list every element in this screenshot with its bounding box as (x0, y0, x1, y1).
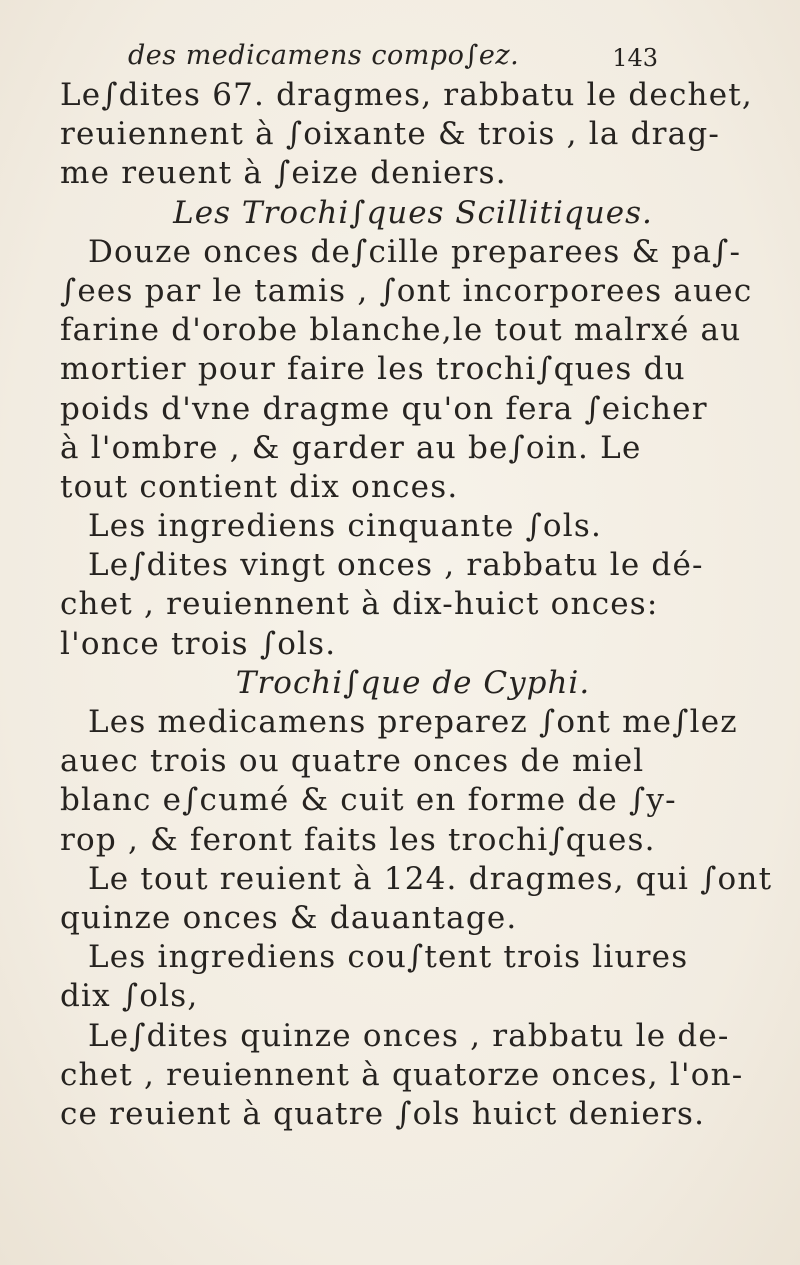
text-line-2: reuiennent à ∫oixante & trois , la drag- (60, 116, 721, 153)
text-line-11: tout contient dix onces. (60, 468, 459, 505)
text-line-15: l'once trois ∫ols. (60, 625, 337, 662)
text-line-19: blanc e∫cumé & cuit en forme de ∫y- (60, 782, 677, 819)
text-line-23: Les ingrediens cou∫tent trois liures (88, 939, 689, 976)
text-line-24: dix ∫ols, (60, 978, 199, 1015)
text-line-26: chet , reuiennent à quatorze onces, l'on- (60, 1056, 744, 1093)
text-line-13: Le∫dites vingt onces , rabbatu le dé- (88, 547, 704, 584)
text-line-6: ∫ees par le tamis , ∫ont incorporees auec (60, 272, 753, 309)
page-header (128, 40, 658, 80)
text-line-7: farine d'orobe blanche,le tout malrxé au (60, 312, 742, 349)
text-line-10: à l'ombre , & garder au be∫oin. Le (60, 429, 642, 466)
text-line-1: Le∫dites 67. dragmes, rabbatu le dechet, (60, 77, 753, 113)
body-text (60, 76, 773, 1134)
text-line-12: Les ingrediens cinquante ∫ols. (88, 508, 603, 545)
section-heading-trochisque-de-cyphi: Trochi∫que de Cyphi. (235, 664, 591, 701)
section-heading-trochisques-scillitiques: Les Trochi∫ques Scillitiques. (173, 194, 653, 231)
text-line-9: poids d'vne dragme qu'on fera ∫eicher (60, 390, 708, 427)
text-line-25: Le∫dites quinze onces , rabbatu le de- (88, 1017, 730, 1054)
text-line-20: rop , & feront faits les trochi∫ques. (60, 821, 656, 858)
page-number: 143 (612, 44, 658, 72)
text-line-3: me reuent à ∫eize deniers. (60, 155, 507, 192)
text-line-5: Douze onces de∫cille preparees & pa∫- (88, 233, 742, 270)
text-line-22: quinze onces & dauantage. (60, 899, 518, 936)
text-line-14: chet , reuiennent à dix-huict onces: (60, 586, 659, 623)
text-line-8: mortier pour faire les trochi∫ques du (60, 351, 686, 388)
text-line-17: Les medicamens preparez ∫ont me∫lez (88, 704, 738, 740)
text-line-18: auec trois ou quatre onces de miel (60, 743, 645, 780)
text-line-27: ce reuient à quatre ∫ols huict deniers. (60, 1095, 706, 1132)
running-head: des medicamens compo∫ez. (128, 40, 520, 71)
text-line-21: Le tout reuient à 124. dragmes, qui ∫ont (88, 860, 773, 897)
